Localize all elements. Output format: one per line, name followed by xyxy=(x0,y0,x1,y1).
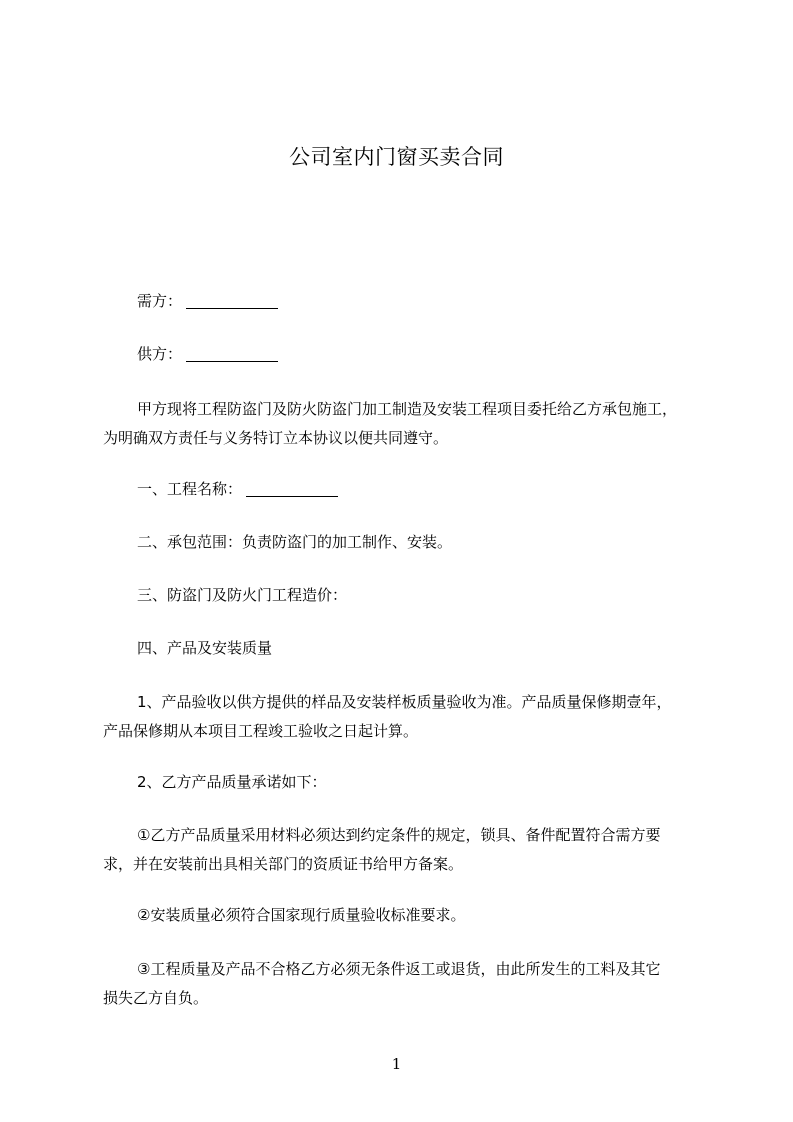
supplier-line xyxy=(137,339,737,369)
section-3: 三、防盗门及防火门工程造价： xyxy=(137,586,348,604)
supplier-blank xyxy=(186,345,278,362)
item-1-line-2: 产品保修期从本项目工程竣工验收之日起计算。 xyxy=(103,722,419,740)
buyer-label: 需方： xyxy=(137,292,183,310)
document-title: 公司室内门窗买卖合同 xyxy=(289,145,504,169)
project-name-blank xyxy=(246,480,338,497)
intro-line-1: 甲方现将工程防盗门及防火防盗门加工制造及安装工程项目委托给乙方承包施工， xyxy=(137,400,678,418)
clause-3-line-1: ③工程质量及产品不合格乙方必须无条件返工或退货，由此所发生的工料及其它 xyxy=(137,960,661,978)
buyer-blank xyxy=(186,292,278,309)
buyer-line xyxy=(137,286,737,316)
page-number: 1 xyxy=(391,1055,402,1073)
section-1-line xyxy=(137,474,737,504)
item-1-line-1: 1、产品验收以供方提供的样品及安装样板质量验收为准。产品质量保修期壹年， xyxy=(137,693,672,711)
intro-line-2: 为明确双方责任与义务特订立本协议以便共同遵守。 xyxy=(103,429,449,447)
clause-2: ②安装质量必须符合国家现行质量验收标准要求。 xyxy=(137,906,466,924)
clause-1-line-2: 求，并在安装前出具相关部门的资质证书给甲方备案。 xyxy=(103,855,464,873)
supplier-label: 供方： xyxy=(137,345,183,363)
section-1-label: 一、工程名称： xyxy=(137,480,243,498)
item-2: 2、乙方产品质量承诺如下： xyxy=(137,773,327,791)
clause-3-line-2: 损失乙方自负。 xyxy=(103,989,209,1007)
section-2: 二、承包范围：负责防盗门的加工制作、安装。 xyxy=(137,533,453,551)
section-4: 四、产品及安装质量 xyxy=(137,639,273,657)
clause-1-line-1: ①乙方产品质量采用材料必须达到约定条件的规定，锁具、备件配置符合需方要 xyxy=(137,826,661,844)
